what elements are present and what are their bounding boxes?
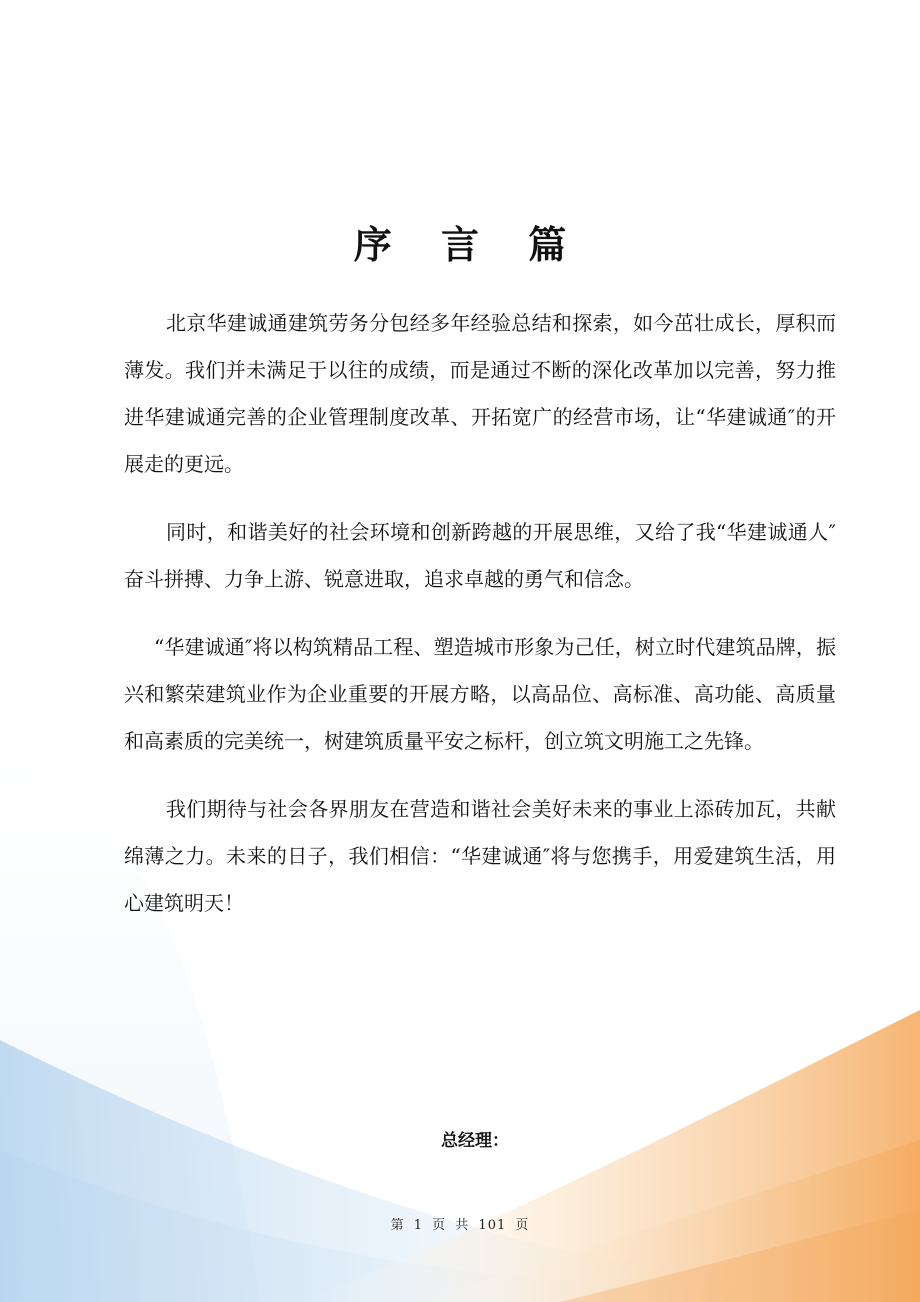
page-title: 序 言 篇 xyxy=(353,222,585,267)
paragraph-2: 同时，和谐美好的社会环境和创新跨越的开展思维，又给了我“华建诚通人″奋斗拼搏、力争上游、锐意进取，追求卓越的勇气和信念。 xyxy=(124,520,836,591)
paragraph-3: “华建诚通″将以构筑精品工程、塑造城市形象为己任，树立时代建筑品牌，振兴和繁荣建筑业作为企业重要的开展方略，以高品位、高标准、高功能、高质量和高素质的完美统一，树建筑质量平安之标杆，创立筑文明施工之先锋。 xyxy=(124,635,836,753)
signature-label: 总经理： xyxy=(441,1131,509,1151)
document-body xyxy=(124,300,836,948)
paragraph-4: 我们期待与社会各界朋友在营造和谐社会美好未来的事业上添砖加瓦，共献绵薄之力。未来的日子，我们相信：“华建诚通″将与您携手，用爱建筑生活，用心建筑明天！ xyxy=(124,797,836,915)
paragraph-1: 北京华建诚通建筑劳务分包经多年经验总结和探索，如今茁壮成长，厚积而薄发。我们并未满足于以往的成绩，而是通过不断的深化改革加以完善，努力推进华建诚通完善的企业管理制度改革、开拓宽广的经营市场，让“华建诚通″的开展走的更远。 xyxy=(124,311,836,476)
page-number-footer: 第 1 页 共 101 页 xyxy=(390,1218,530,1233)
